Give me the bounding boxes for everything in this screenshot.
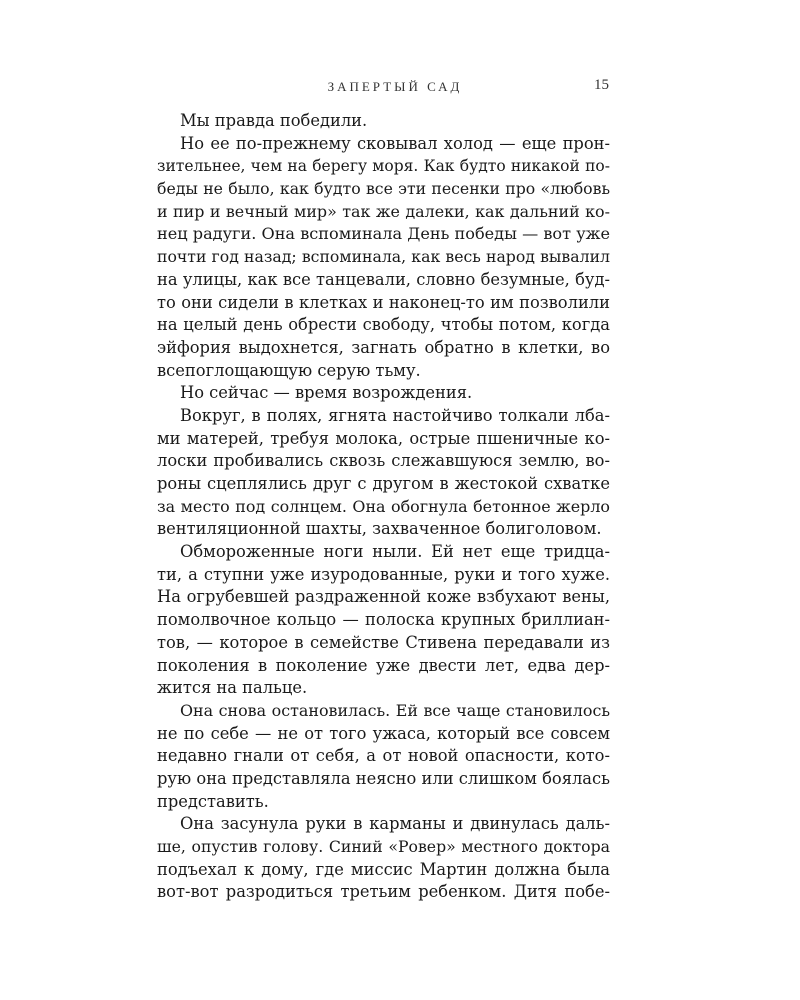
text-line: и пир и вечный мир» так же далеки, как дальний ко- [157, 201, 610, 221]
text-line: Она снова остановилась. Ей все чаще становилось [180, 700, 610, 720]
text-line: поколения в поколение уже двести лет, едва дер- [157, 655, 610, 675]
text-line: вот-вот разродиться третьим ребенком. Дитя побе- [157, 882, 610, 902]
text-line: Обмороженные ноги ныли. Ей нет еще тридца- [180, 542, 610, 562]
text-line: Вокруг, в полях, ягнята настойчиво толкали лба- [180, 405, 610, 425]
text-line: вентиляционной шахты, захваченное болиголовом. [157, 519, 602, 539]
text-line: Но сейчас — время возрождения. [180, 383, 473, 403]
text-line: недавно гнали от себя, а от новой опасности, кото- [157, 746, 610, 766]
text-line: на улицы, как все танцевали, словно безумные, буд- [157, 269, 610, 289]
text-line: беды не было, как будто все эти песенки про «любовь [157, 179, 610, 199]
text-line: представить. [157, 791, 269, 811]
text-line: нец радуги. Она вспоминала День победы — вот уже [157, 224, 610, 244]
text-line: Мы правда победили. [180, 111, 368, 130]
text-line: Она засунула руки в карманы и двинулась даль- [180, 814, 610, 834]
text-line: почти год назад; вспоминала, как весь народ вывалил [157, 247, 610, 267]
text-line: подъехал к дому, где миссис Мартин должна была [157, 859, 610, 879]
text-line: лоски пробивались сквозь слежавшуюся землю, во- [157, 451, 610, 471]
text-line: не по себе — не от того ужаса, который все совсем [157, 723, 610, 743]
text-line: роны сцеплялись друг с другом в жестокой схватке [157, 474, 610, 493]
text-line: помолвочное кольцо — полоска крупных бриллиан- [157, 610, 610, 630]
text-line: ше, опустив голову. Синий «Ровер» местного доктора [157, 837, 610, 856]
text-line: рую она представляла неясно или слишком боялась [157, 768, 610, 788]
text-line: всепоглощающую серую тьму. [157, 360, 421, 380]
running-header [181, 77, 609, 97]
page-number: 15 [594, 77, 609, 93]
text-line: ти, а ступни уже изуродованные, руки и того хуже. [157, 564, 610, 584]
text-line: ми матерей, требуя молока, острые пшеничные ко- [157, 428, 610, 448]
text-line: жится на пальце. [157, 678, 308, 698]
text-line: за место под солнцем. Она обогнула бетонное жерло [157, 496, 610, 516]
body-text [157, 110, 610, 904]
running-title: ЗАПЕРТЫЙ САД [327, 79, 463, 94]
text-line: эйфория выдохнется, загнать обратно в клетки, во [157, 337, 610, 357]
text-line: На огрубевшей раздраженной коже взбухают вены, [157, 587, 610, 607]
text-line: на целый день обрести свободу, чтобы потом, когда [157, 315, 610, 335]
text-line: Но ее по-прежнему сковывал холод — еще прон- [180, 133, 610, 153]
text-line: то они сидели в клетках и наконец-то им позволили [157, 292, 610, 312]
text-line: тов, — которое в семействе Стивена передавали из [157, 632, 610, 652]
text-line: зительнее, чем на берегу моря. Как будто никакой по- [157, 157, 610, 176]
